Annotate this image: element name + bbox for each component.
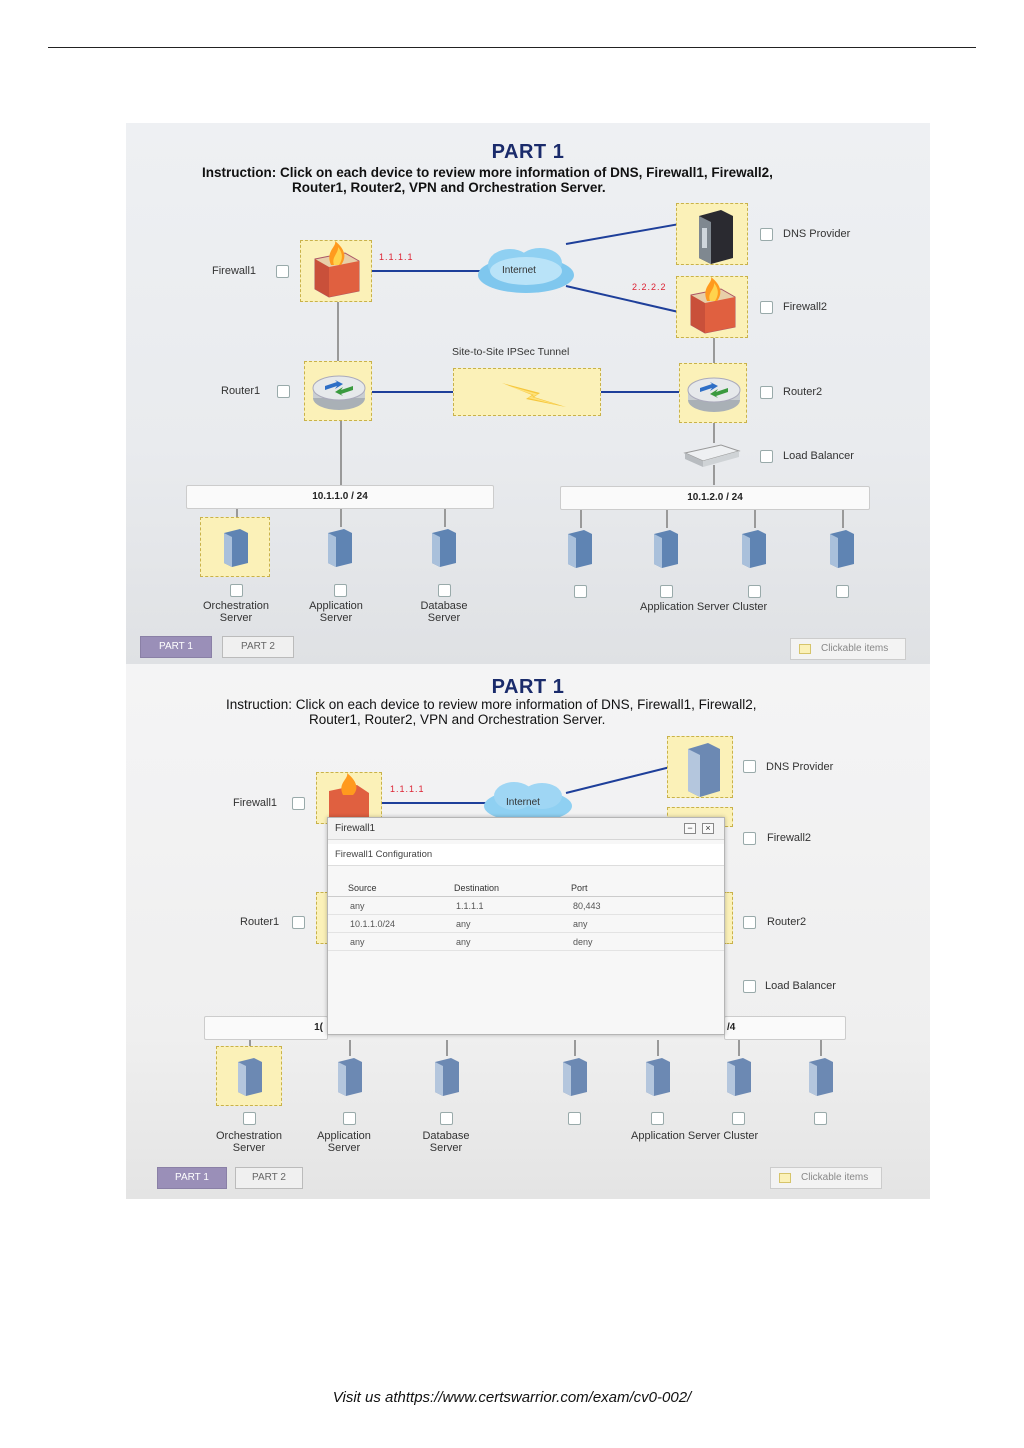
- drop-line: [349, 1040, 351, 1056]
- highlight-swatch: [799, 644, 811, 654]
- subnet-left: 10.1.1.0 / 24: [186, 485, 494, 509]
- cluster-server1-checkbox[interactable]: [568, 1112, 581, 1125]
- internet-label: Internet: [506, 797, 540, 808]
- lightning-icon: [454, 369, 602, 417]
- server-icon[interactable]: [642, 1056, 672, 1096]
- tab-part1[interactable]: PART 1: [157, 1167, 227, 1189]
- router2-label: Router2: [767, 916, 807, 928]
- dialog-title: Firewall1: [328, 818, 724, 840]
- instruction-line1: Instruction: Click on each device to review more information of DNS, Firewall1, Firewall2,: [226, 697, 757, 712]
- server-icon[interactable]: [723, 1056, 753, 1096]
- subnet-right: /4: [724, 1016, 846, 1040]
- drop-line: [444, 509, 446, 527]
- table-row[interactable]: [328, 933, 724, 951]
- database-server-checkbox[interactable]: [438, 584, 451, 597]
- drop-line: [842, 510, 844, 528]
- load-balancer-checkbox[interactable]: [760, 450, 773, 463]
- cell-destination: any: [434, 915, 551, 933]
- server-icon[interactable]: [564, 528, 594, 568]
- drop-line: [666, 510, 668, 528]
- cell-source: any: [328, 897, 434, 915]
- orchestration-server-checkbox[interactable]: [230, 584, 243, 597]
- orchestration-server-checkbox[interactable]: [243, 1112, 256, 1125]
- server-icon[interactable]: [324, 527, 354, 567]
- drop-line: [754, 510, 756, 528]
- router1-checkbox[interactable]: [277, 385, 290, 398]
- drop-line: [738, 1040, 740, 1056]
- tab-part1[interactable]: PART 1: [140, 636, 212, 658]
- link-firewall2-router2: [713, 335, 715, 365]
- table-row[interactable]: [328, 915, 724, 933]
- dialog-subtitle: Firewall1 Configuration: [328, 844, 724, 866]
- server-icon[interactable]: [738, 528, 768, 568]
- cluster-server3-checkbox[interactable]: [748, 585, 761, 598]
- firewall-rules-table: [328, 880, 724, 951]
- firewall1-ip: 1.1.1.1: [390, 784, 425, 794]
- application-label-2: Server: [319, 612, 353, 624]
- cell-port: any: [551, 915, 724, 933]
- clickable-items-legend: [770, 1167, 882, 1189]
- application-label-1: Application: [309, 600, 363, 612]
- firewall2-ip: 2.2.2.2: [632, 282, 667, 292]
- cell-port: 80,443: [551, 897, 724, 915]
- firewall1-checkbox[interactable]: [276, 265, 289, 278]
- server-icon: [220, 527, 250, 567]
- cluster-server2-checkbox[interactable]: [660, 585, 673, 598]
- highlight-swatch: [779, 1173, 791, 1183]
- router2-checkbox[interactable]: [743, 916, 756, 929]
- server-icon: [234, 1056, 264, 1096]
- cell-source: 10.1.1.0/24: [328, 915, 434, 933]
- cell-port: deny: [551, 933, 724, 951]
- cluster-server1-checkbox[interactable]: [574, 585, 587, 598]
- page-title: PART 1: [491, 141, 565, 163]
- firewall2-checkbox[interactable]: [743, 832, 756, 845]
- firewall1-checkbox[interactable]: [292, 797, 305, 810]
- load-balancer-icon[interactable]: [681, 441, 743, 469]
- firewall2-label: Firewall2: [767, 832, 812, 844]
- database-server-checkbox[interactable]: [440, 1112, 453, 1125]
- cluster-server4-checkbox[interactable]: [836, 585, 849, 598]
- cell-destination: any: [434, 933, 551, 951]
- router1-label: Router1: [221, 385, 261, 397]
- legend-label: Clickable items: [801, 1172, 869, 1183]
- screenshot-part1-topology: [126, 123, 930, 664]
- column-header-destination: Destination: [434, 880, 551, 897]
- router1-device[interactable]: [304, 361, 372, 421]
- legend-label: Clickable items: [821, 643, 889, 654]
- minimize-button[interactable]: −: [684, 823, 696, 834]
- router-icon: [305, 362, 373, 422]
- instruction-line2: Router1, Router2, VPN and Orchestration Server.: [309, 712, 606, 727]
- cluster-server3-checkbox[interactable]: [732, 1112, 745, 1125]
- firewall2-label: Firewall2: [783, 301, 828, 313]
- server-icon[interactable]: [431, 1056, 461, 1096]
- top-rule: [48, 47, 976, 48]
- cluster-label: Application Server Cluster: [640, 601, 768, 613]
- link-firewall1-internet: [382, 802, 486, 804]
- dns-provider-checkbox[interactable]: [743, 760, 756, 773]
- drop-line: [340, 509, 342, 527]
- footer-link[interactable]: Visit us athttps://www.certswarrior.com/exam/cv0-002/: [332, 1389, 692, 1406]
- firewall1-label: Firewall1: [212, 265, 257, 277]
- orchestration-label-2: Server: [219, 612, 253, 624]
- database-label-1: Database: [420, 600, 468, 612]
- table-row[interactable]: [328, 897, 724, 915]
- router-icon: [680, 364, 748, 424]
- load-balancer-label: Load Balancer: [765, 980, 836, 992]
- dns-provider-label: DNS Provider: [766, 761, 834, 773]
- router2-checkbox[interactable]: [760, 386, 773, 399]
- cluster-server4-checkbox[interactable]: [814, 1112, 827, 1125]
- router2-label: Router2: [783, 386, 823, 398]
- router2-device[interactable]: [679, 363, 747, 423]
- subnet-left: 1(: [204, 1016, 328, 1040]
- orchestration-label-2: Server: [232, 1142, 266, 1154]
- cell-source: any: [328, 933, 434, 951]
- application-server-checkbox[interactable]: [343, 1112, 356, 1125]
- internet-label: Internet: [502, 265, 536, 276]
- application-server-checkbox[interactable]: [334, 584, 347, 597]
- drop-line: [820, 1040, 822, 1056]
- dns-provider-device[interactable]: [676, 203, 748, 265]
- column-header-source: Source: [328, 880, 434, 897]
- database-label-2: Server: [427, 612, 461, 624]
- router1-checkbox[interactable]: [292, 916, 305, 929]
- subnet-right: 10.1.2.0 / 24: [560, 486, 870, 510]
- database-label-2: Server: [429, 1142, 463, 1154]
- cluster-label: Application Server Cluster: [631, 1130, 759, 1142]
- dns-provider-device[interactable]: [667, 736, 733, 798]
- orchestration-label-1: Orchestration: [215, 1130, 283, 1142]
- close-button[interactable]: ×: [702, 823, 714, 834]
- page-title: PART 1: [491, 676, 565, 698]
- instruction-line1: Instruction: Click on each device to review more information of DNS, Firewall1, Firewall2,: [202, 165, 773, 180]
- server-icon[interactable]: [559, 1056, 589, 1096]
- load-balancer-label: Load Balancer: [783, 450, 854, 462]
- link-firewall1-internet: [372, 270, 482, 272]
- screenshot-part1-firewall1-dialog: [126, 664, 930, 1199]
- tunnel-label: Site-to-Site IPSec Tunnel: [452, 346, 570, 358]
- vpn-tunnel-device[interactable]: [453, 368, 601, 416]
- router1-label: Router1: [240, 916, 280, 928]
- dns-provider-label: DNS Provider: [783, 228, 851, 240]
- link-router1-subnet: [340, 421, 342, 485]
- server-icon[interactable]: [650, 528, 680, 568]
- tab-part2[interactable]: PART 2: [222, 636, 294, 658]
- orchestration-label-1: Orchestration: [202, 600, 270, 612]
- firewall-icon: [677, 277, 749, 339]
- drop-line: [580, 510, 582, 528]
- server-icon: [677, 204, 749, 266]
- database-label-1: Database: [422, 1130, 470, 1142]
- firewall1-label: Firewall1: [233, 797, 278, 809]
- firewall1-device[interactable]: [300, 240, 372, 302]
- drop-line: [574, 1040, 576, 1056]
- cell-destination: 1.1.1.1: [434, 897, 551, 915]
- firewall2-device[interactable]: [676, 276, 748, 338]
- tab-part2[interactable]: PART 2: [235, 1167, 303, 1189]
- server-icon: [668, 737, 734, 799]
- server-icon[interactable]: [805, 1056, 835, 1096]
- instruction-line2: Router1, Router2, VPN and Orchestration Server.: [292, 180, 606, 195]
- firewall2-checkbox[interactable]: [760, 301, 773, 314]
- application-label-1: Application: [317, 1130, 371, 1142]
- firewall-icon: [301, 241, 373, 303]
- application-label-2: Server: [327, 1142, 361, 1154]
- server-icon[interactable]: [826, 528, 856, 568]
- firewall1-dialog: [327, 817, 725, 1035]
- firewall1-ip: 1.1.1.1: [379, 252, 414, 262]
- table-header-row: [328, 880, 724, 897]
- cluster-server2-checkbox[interactable]: [651, 1112, 664, 1125]
- column-header-port: Port: [551, 880, 724, 897]
- drop-line: [446, 1040, 448, 1056]
- clickable-items-legend: [790, 638, 906, 660]
- link-router2-lb: [713, 421, 715, 443]
- server-icon[interactable]: [334, 1056, 364, 1096]
- load-balancer-checkbox[interactable]: [743, 980, 756, 993]
- drop-line: [657, 1040, 659, 1056]
- dns-provider-checkbox[interactable]: [760, 228, 773, 241]
- server-icon[interactable]: [428, 527, 458, 567]
- link-internet-dns: [566, 763, 683, 794]
